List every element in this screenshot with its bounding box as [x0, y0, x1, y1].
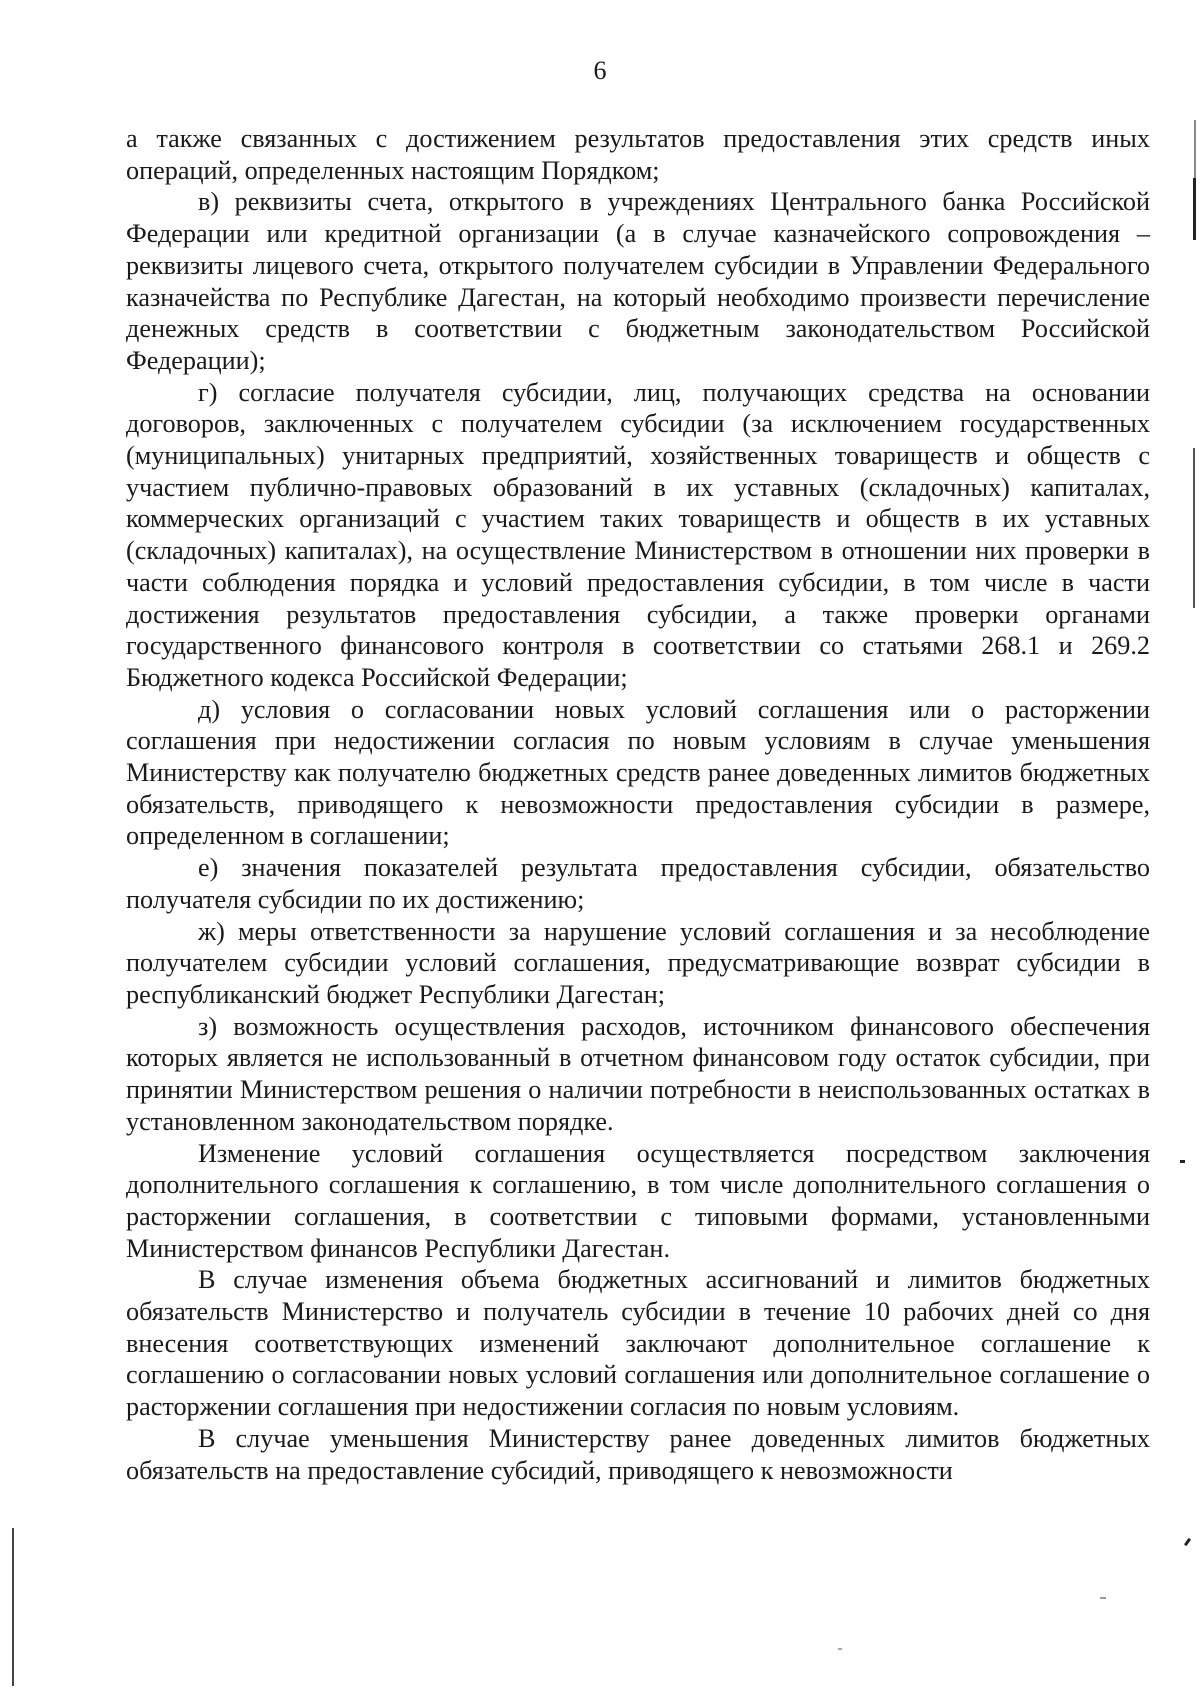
scan-edge-mark — [1193, 178, 1196, 240]
scan-speck — [838, 1648, 842, 1650]
scan-edge-mark — [1194, 120, 1196, 178]
scan-speck — [1180, 1160, 1185, 1163]
paragraph-item-z: з) возможность осуществления расходов, источником финансового обеспечения которых является не использованный в отчетном финансовом году остаток субсидии, при принятии Министерством решения о наличии потребности в неиспользованных остатках в установленном законодательством порядке. — [126, 1011, 1150, 1136]
scan-speck — [1184, 1538, 1191, 1546]
paragraph-agreement-change: Изменение условий соглашения осуществляется посредством заключения дополнительного соглашения к соглашению, в том числе дополнительного соглашения о расторжении соглашения, в соответствии с типовыми формами, установленными Министерством финансов Республики Дагестан. — [126, 1138, 1150, 1263]
scan-edge-mark — [12, 1528, 14, 1686]
paragraph-limit-reduction: В случае уменьшения Министерству ранее доведенных лимитов бюджетных обязательств на предоставление субсидий, приводящего к невозможности — [126, 1423, 1150, 1485]
paragraph-item-zh: ж) меры ответственности за нарушение условий соглашения и за несоблюдение получателем субсидии условий соглашения, предусматривающие возврат субсидии в республиканский бюджет Республики Дагестан; — [126, 916, 1150, 1009]
paragraph-item-e: е) значения показателей результата предоставления субсидии, обязательство получателя субсидии по их достижению; — [126, 853, 1150, 914]
paragraph-continuation: а также связанных с достижением результатов предоставления этих средств иных операций, определенных настоящим Порядком; — [126, 124, 1150, 185]
document-body — [126, 123, 1150, 1486]
paragraph-budget-change: В случае изменения объема бюджетных ассигнований и лимитов бюджетных обязательств Министерство и получатель субсидии в течение 10 рабочих дней со дня внесения соответствующих изменений заключают дополнительное соглашение к соглашению о согласовании новых условий соглашения или дополнительное соглашение о расторжении соглашения при недостижении согласия по новым условиям. — [126, 1265, 1150, 1422]
page-number: 6 — [593, 56, 607, 85]
scan-edge-mark — [1193, 448, 1195, 608]
scan-speck — [1100, 1597, 1106, 1599]
paragraph-item-d: д) условия о согласовании новых условий соглашения или о расторжении соглашения при недостижении согласия по новым условиям в случае уменьшения Министерству как получателю бюджетных средств ранее доведенных лимитов бюджетных обязательств, приводящего к невозможности предоставления субсидии в размере, определенном в соглашении; — [126, 694, 1150, 851]
paragraph-item-g: г) согласие получателя субсидии, лиц, получающих средства на основании договоров, заключенных с получателем субсидии (за исключением государственных (муниципальных) унитарных предприятий, хозяйственных товариществ и обществ с участием публично-правовых образований в их уставных (складочных) капиталах, коммерческих организаций с участием таких товариществ и обществ в их уставных (складочных) капиталах), на осуществление Министерством в отношении них проверки в части соблюдения порядка и условий предоставления субсидии, в том числе в части достижения результатов предоставления субсидии, а также проверки органами государственного финансового контроля в соответствии со статьями 268.1 и 269.2 Бюджетного кодекса Российской Федерации; — [126, 377, 1150, 692]
paragraph-item-v: в) реквизиты счета, открытого в учреждениях Центрального банка Российской Федерации или кредитной организации (а в случае казначейского сопровождения – реквизиты лицевого счета, открытого получателем субсидии в Управлении Федерального казначейства по Республике Дагестан, на который необходимо произвести перечисление денежных средств в соответствии с бюджетным законодательством Российской Федерации); — [126, 187, 1150, 375]
